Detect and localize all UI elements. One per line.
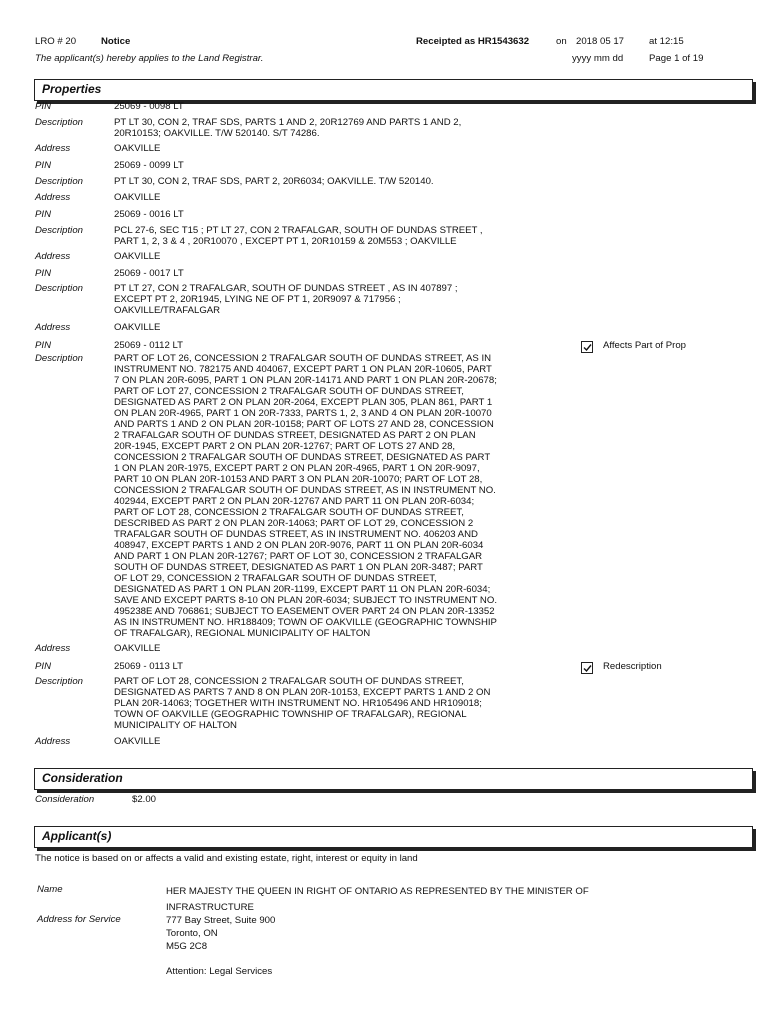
description-line: AND PART 1 ON PLAN 20R-12767; PART OF LOT 30, CONCESSION 2 TRAFALGAR: [114, 551, 483, 562]
description-line: CONCESSION 2 TRAFALGAR SOUTH OF DUNDAS STREET, AS IN INSTRUMENT NO.: [114, 485, 496, 496]
address-for-service-label: Address for Service: [37, 914, 121, 925]
description-text: [114, 225, 483, 247]
description-line: SOUTH OF DUNDAS STREET, DESIGNATED AS PART 1 ON PLAN 20R-3487; PART: [114, 562, 483, 573]
address-label: Address: [35, 192, 71, 203]
description-line: AS IN INSTRUMENT NO. HR188409; TOWN OF OAKVILLE (GEOGRAPHIC TOWNSHIP: [114, 617, 497, 628]
address-value: OAKVILLE: [114, 643, 161, 654]
description-label: Description: [35, 176, 83, 187]
date-format: yyyy mm dd: [572, 53, 624, 64]
description-line: PART 10 ON PLAN 20R-10153 AND PART 3 ON PLAN 20R-10070; PART OF LOT 28,: [114, 474, 483, 485]
description-line: DESCRIBED AS PART 2 ON PLAN 20R-14063; PART OF LOT 29, CONCESSION 2: [114, 518, 474, 529]
pin-label: PIN: [35, 340, 51, 351]
address-line: 777 Bay Street, Suite 900: [166, 915, 276, 926]
description-line: PT LT 27, CON 2 TRAFALGAR, SOUTH OF DUNDAS STREET , AS IN 407897 ;: [114, 283, 458, 294]
address-value: OAKVILLE: [114, 251, 161, 262]
description-line: INSTRUMENT NO. 782175 AND 404067, EXCEPT PART 1 ON PLAN 20R-10605, PART: [114, 364, 492, 375]
checkmark-icon: [583, 343, 592, 352]
address-label: Address: [35, 736, 71, 747]
description-label: Description: [35, 283, 83, 294]
address-value: OAKVILLE: [114, 143, 161, 154]
applicant-name-line: INFRASTRUCTURE: [166, 902, 254, 913]
pin-value: 25069 - 0099 LT: [114, 160, 184, 171]
properties-title: Properties: [42, 82, 102, 96]
description-line: 495238E AND 706861; SUBJECT TO EASEMENT OVER PART 24 ON PLAN 20R-13352: [114, 606, 495, 617]
description-text: [114, 353, 497, 639]
name-label: Name: [37, 884, 63, 895]
pin-label: PIN: [35, 661, 51, 672]
description-line: DESIGNATED AS PARTS 7 AND 8 ON PLAN 20R-10153, EXCEPT PARTS 1 AND 2 ON: [114, 687, 491, 698]
description-line: OAKVILLE/TRAFALGAR: [114, 305, 221, 316]
description-line: EXCEPT PT 2, 20R1945, LYING NE OF PT 1, 20R9097 & 717956 ;: [114, 294, 401, 305]
consideration-title: Consideration: [42, 771, 123, 785]
pin-value: 25069 - 0098 LT: [114, 101, 184, 112]
description-label: Description: [35, 117, 83, 128]
pin-value: 25069 - 0016 LT: [114, 209, 184, 220]
checkmark-icon: [583, 664, 592, 673]
address-label: Address: [35, 143, 71, 154]
description-text: [114, 117, 461, 139]
receipt-number: Receipted as HR1543632: [416, 36, 530, 47]
pin-value: 25069 - 0112 LT: [114, 340, 183, 351]
pin-label: PIN: [35, 160, 51, 171]
description-text: [114, 176, 434, 187]
description-line: PART OF LOT 28, CONCESSION 2 TRAFALGAR SOUTH OF DUNDAS STREET,: [114, 676, 464, 687]
pin-label: PIN: [35, 101, 51, 112]
description-line: OF LOT 29, CONCESSION 2 TRAFALGAR SOUTH OF DUNDAS STREET,: [114, 573, 437, 584]
lro-number: LRO # 20: [35, 36, 77, 47]
receipt-on: on: [556, 36, 567, 47]
description-line: TRAFALGAR SOUTH OF DUNDAS STREET, AS IN INSTRUMENT NO. 406203 AND: [114, 529, 478, 540]
consideration-value: $2.00: [132, 794, 157, 805]
address-value: OAKVILLE: [114, 192, 161, 203]
description-line: 20R10153; OAKVILLE. T/W 520140. S/T 74286.: [114, 128, 320, 139]
redescription-checkbox[interactable]: [581, 662, 593, 674]
description-line: TOWN OF OAKVILLE (GEOGRAPHIC TOWNSHIP OF TRAFALGAR), REGIONAL: [114, 709, 467, 720]
address-label: Address: [35, 643, 71, 654]
address-value: OAKVILLE: [114, 736, 161, 747]
description-line: DESIGNATED AS PART 2 ON PLAN 20R-2064, EXCEPT PLAN 305, PLAN 861, PART 1: [114, 397, 493, 408]
description-line: PLAN 20R-14063; TOGETHER WITH INSTRUMENT NO. HR105496 AND HR109018;: [114, 698, 482, 709]
description-label: Description: [35, 353, 83, 364]
description-line: 402944, EXCEPT PART 2 ON PLAN 20R-12767 AND PART 11 ON PLAN 20R-6034;: [114, 496, 475, 507]
address-label: Address: [35, 251, 71, 262]
document-type: Notice: [101, 36, 131, 47]
description-line: PART OF LOT 27, CONCESSION 2 TRAFALGAR SOUTH OF DUNDAS STREET,: [114, 386, 464, 397]
applicants-section-header: [34, 826, 753, 848]
pin-value: 25069 - 0113 LT: [114, 661, 183, 672]
description-line: AND PARTS 1 AND 2 ON PLAN 20R-10158; PART OF LOTS 27 AND 28, CONCESSION: [114, 419, 494, 430]
applicant-name-line: HER MAJESTY THE QUEEN IN RIGHT OF ONTARIO AS REPRESENTED BY THE MINISTER OF: [166, 886, 589, 897]
description-line: PART 1, 2, 3 & 4 , 20R10070 , EXCEPT PT 1, 20R10159 & 20M553 ; OAKVILLE: [114, 236, 457, 247]
description-line: ON PLAN 20R-4965, PART 1 ON 20R-7333, PARTS 1, 2, 3 AND 4 ON PLAN 20R-10070: [114, 408, 492, 419]
applicants-note: The notice is based on or affects a valid and existing estate, right, interest or equity in land: [35, 853, 418, 864]
address-for-service: [166, 914, 275, 953]
description-line: PART OF LOT 28, CONCESSION 2 TRAFALGAR SOUTH OF DUNDAS STREET,: [114, 507, 464, 518]
page-number: Page 1 of 19: [649, 53, 704, 64]
description-text: [114, 676, 490, 731]
pin-value: 25069 - 0017 LT: [114, 268, 184, 279]
consideration-section-header: [34, 768, 753, 790]
attention-line: Attention: Legal Services: [166, 966, 273, 977]
description-line: DESIGNATED AS PART 1 ON PLAN 20R-1199, EXCEPT PART 11 ON PLAN 20R-6034;: [114, 584, 491, 595]
description-line: 408947, EXCEPT PARTS 1 AND 2 ON PLAN 20R-9076, PART 11 ON PLAN 20R-6034: [114, 540, 484, 551]
description-line: PT LT 30, CON 2, TRAF SDS, PART 2, 20R6034; OAKVILLE. T/W 520140.: [114, 176, 434, 187]
applicant-note: The applicant(s) hereby applies to the Land Registrar.: [35, 53, 264, 64]
properties-section-header: [34, 79, 753, 101]
receipt-date: 2018 05 17: [576, 36, 625, 47]
applicants-title: Applicant(s): [42, 829, 112, 843]
redescription-label: Redescription: [603, 661, 662, 672]
description-line: 2 TRAFALGAR SOUTH OF DUNDAS STREET, DESIGNATED AS PART 2 ON PLAN: [114, 430, 476, 441]
description-line: PCL 27-6, SEC T15 ; PT LT 27, CON 2 TRAFALGAR, SOUTH OF DUNDAS STREET ,: [114, 225, 483, 236]
description-line: 20R-1945, EXCEPT PART 2 ON PLAN 20R-12767; PART OF LOTS 27 AND 28,: [114, 441, 456, 452]
description-line: SAVE AND EXCEPT PARTS 8-10 ON PLAN 20R-6034; SUBJECT TO INSTRUMENT NO.: [114, 595, 497, 606]
description-line: PART OF LOT 26, CONCESSION 2 TRAFALGAR SOUTH OF DUNDAS STREET, AS IN: [114, 353, 492, 364]
applicant-name: [166, 884, 589, 916]
description-text: [114, 283, 458, 316]
description-line: OF TRAFALGAR), REGIONAL MUNICIPALITY OF HALTON: [114, 628, 371, 639]
description-line: MUNICIPALITY OF HALTON: [114, 720, 237, 731]
affects-part-checkbox[interactable]: [581, 341, 593, 353]
address-value: OAKVILLE: [114, 322, 161, 333]
pin-label: PIN: [35, 268, 51, 279]
description-line: PT LT 30, CON 2, TRAF SDS, PARTS 1 AND 2, 20R12769 AND PARTS 1 AND 2,: [114, 117, 462, 128]
address-label: Address: [35, 322, 71, 333]
description-label: Description: [35, 676, 83, 687]
address-line: Toronto, ON: [166, 928, 218, 939]
description-line: 7 ON PLAN 20R-6095, PART 1 ON PLAN 20R-14171 AND PART 1 ON PLAN 20R-20678;: [114, 375, 497, 386]
description-line: CONCESSION 2 TRAFALGAR SOUTH OF DUNDAS STREET, DESIGNATED AS PART: [114, 452, 491, 463]
consideration-label: Consideration: [35, 794, 95, 805]
description-line: 1 ON PLAN 20R-1975, EXCEPT PART 2 ON PLAN 20R-4965, PART 1 ON 20R-9097,: [114, 463, 480, 474]
receipt-time: at 12:15: [649, 36, 684, 47]
address-line: M5G 2C8: [166, 941, 208, 952]
pin-label: PIN: [35, 209, 51, 220]
description-label: Description: [35, 225, 83, 236]
affects-part-label: Affects Part of Prop: [603, 340, 687, 351]
